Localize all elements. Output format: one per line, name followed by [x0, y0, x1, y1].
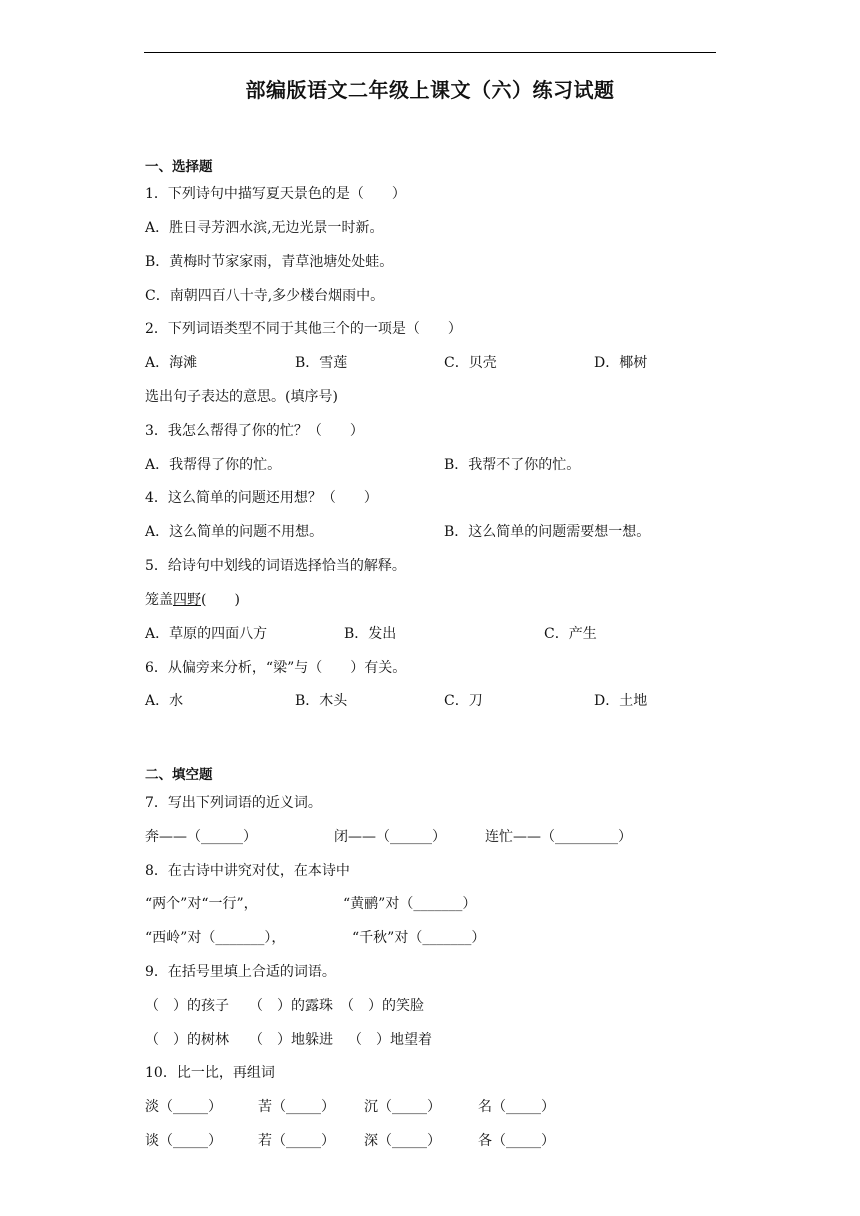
question-10-item: 若（_____）	[258, 1133, 335, 1149]
question-1-stem: 1．下列诗句中描写夏天景色的是（ ）	[145, 186, 406, 202]
question-6-option-d: D．土地	[594, 693, 648, 709]
question-9-row	[145, 1030, 705, 1050]
question-9-item: （ ）的露珠	[249, 998, 333, 1014]
question-10-item: 深（_____）	[364, 1133, 441, 1149]
question-9-item: （ ）地望着	[348, 1032, 432, 1048]
question-3-option-b: B．我帮不了你的忙。	[444, 457, 581, 473]
question-8-item: “两个”对“一行”，	[145, 896, 258, 912]
question-8-item: “千秋”对（_______）	[352, 930, 486, 946]
question-7-stem: 7．写出下列词语的近义词。	[145, 795, 322, 811]
question-8-stem: 8．在古诗中讲究对仗，在本诗中	[145, 863, 350, 879]
question-2-option-d: D．椰树	[594, 355, 648, 371]
question-6-option-c: C．刀	[444, 693, 483, 709]
question-5-answer-bracket: ( )	[201, 592, 240, 608]
question-3-options	[145, 455, 705, 475]
question-2-option-c: C．贝壳	[444, 355, 497, 371]
question-10-item: 沉（_____）	[364, 1099, 441, 1115]
question-2-options	[145, 353, 705, 373]
question-2-option-a: A．海滩	[145, 355, 198, 371]
question-9-item: （ ）地躲进	[249, 1032, 333, 1048]
question-2-stem: 2．下列词语类型不同于其他三个的一项是（ ）	[145, 321, 462, 337]
question-10-stem: 10．比一比，再组词	[145, 1065, 275, 1081]
question-5-option-b: B．发出	[344, 626, 397, 642]
question-10-row	[145, 1131, 705, 1151]
question-5-stem: 5．给诗句中划线的词语选择恰当的解释。	[145, 558, 406, 574]
question-6-option-a: A．水	[145, 693, 184, 709]
question-2-option-b: B．雪莲	[295, 355, 348, 371]
question-3-stem: 3．我怎么帮得了你的忙？（ ）	[145, 423, 364, 439]
instruction-text: 选出句子表达的意思。(填序号)	[145, 389, 338, 405]
question-10-item: 名（_____）	[478, 1099, 555, 1115]
question-5-phrase-prefix: 笼盖	[145, 592, 173, 608]
question-6-option-b: B．木头	[295, 693, 348, 709]
question-7-items	[145, 827, 705, 847]
question-8-row	[145, 928, 705, 948]
page-title: 部编版语文二年级上课文（六）练习试题	[245, 78, 615, 102]
section-heading-fill: 二、填空题	[145, 767, 213, 783]
question-4-stem: 4．这么简单的问题还用想？（ ）	[145, 490, 378, 506]
question-5-underlined-word: 四野	[173, 592, 201, 608]
question-9-stem: 9．在括号里填上合适的词语。	[145, 964, 336, 980]
question-7-item: 连忙——（_________）	[485, 829, 632, 845]
question-4-option-a: A．这么简单的问题不用想。	[145, 524, 324, 540]
question-5-options	[145, 624, 705, 644]
question-1-option-c: C．南朝四百八十寺,多少楼台烟雨中。	[145, 288, 385, 304]
question-10-item: 各（_____）	[478, 1133, 555, 1149]
question-8-item: “黄鹂”对（_______）	[343, 896, 477, 912]
question-10-row	[145, 1097, 705, 1117]
question-4-option-b: B．这么简单的问题需要想一想。	[444, 524, 651, 540]
question-9-item: （ ）的树林	[145, 1032, 229, 1048]
question-8-item: “西岭”对（_______），	[145, 930, 286, 946]
question-7-item: 奔——（______）	[145, 829, 257, 845]
question-5-option-c: C．产生	[544, 626, 597, 642]
section-heading-choice: 一、选择题	[145, 159, 213, 175]
question-4-options	[145, 522, 705, 542]
question-1-option-a: A．胜日寻芳泗水滨,无边光景一时新。	[145, 220, 384, 236]
question-9-item: （ ）的孩子	[145, 998, 229, 1014]
question-9-row	[145, 996, 705, 1016]
question-8-row	[145, 894, 705, 914]
question-10-item: 淡（_____）	[145, 1099, 222, 1115]
question-9-item: （ ）的笑脸	[340, 998, 424, 1014]
question-5-phrase	[145, 590, 240, 610]
question-10-item: 谈（_____）	[145, 1133, 222, 1149]
question-7-item: 闭——（______）	[334, 829, 446, 845]
question-10-item: 苦（_____）	[258, 1099, 335, 1115]
header-rule	[144, 52, 716, 53]
question-1-option-b: B．黄梅时节家家雨，青草池塘处处蛙。	[145, 254, 394, 270]
question-6-options	[145, 691, 705, 711]
question-6-stem: 6．从偏旁来分析，“梁”与（ ）有关。	[145, 660, 407, 676]
question-3-option-a: A．我帮得了你的忙。	[145, 457, 282, 473]
question-5-option-a: A．草原的四面八方	[145, 626, 268, 642]
